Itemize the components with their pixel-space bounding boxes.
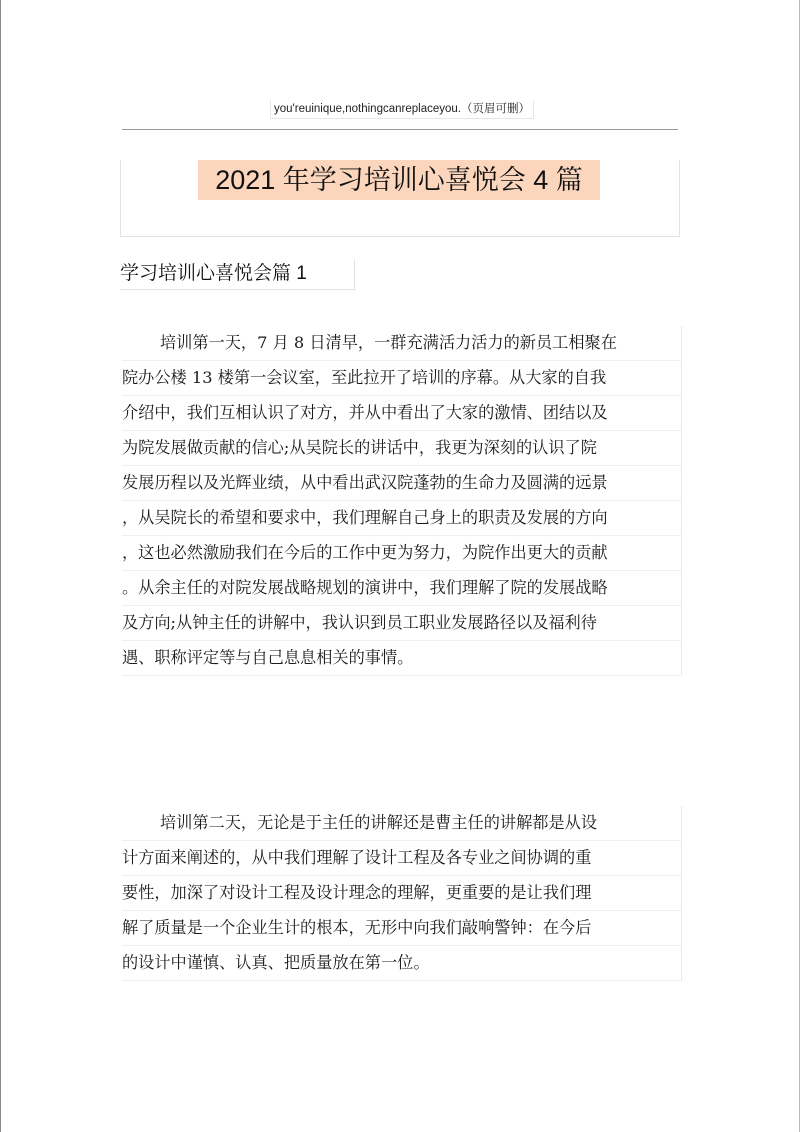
paragraph-line: 解了质量是一个企业生计的根本，无形中向我们敲响警钟：在今后 (122, 911, 682, 946)
section-heading: 学习培训心喜悦会篇 1 (120, 259, 355, 290)
paragraph-line: 培训第一天，7 月 8 日清早，一群充满活力活力的新员工相聚在 (122, 326, 682, 361)
paragraph-2 (122, 806, 682, 981)
header-rule (122, 129, 678, 130)
paragraph-line: 的设计中谨慎、认真、把质量放在第一位。 (122, 946, 682, 981)
paragraph-line: 培训第二天，无论是于主任的讲解还是曹主任的讲解都是从设 (122, 806, 682, 841)
paragraph-line: 计方面来阐述的，从中我们理解了设计工程及各专业之间协调的重 (122, 841, 682, 876)
paragraph-line: ，从吴院长的希望和要求中，我们理解自己身上的职责及发展的方向 (122, 501, 682, 536)
page-border-left (0, 0, 1, 1132)
paragraph-line: 要性，加深了对设计工程及设计理念的理解，更重要的是让我们理 (122, 876, 682, 911)
page-header: you'reuinique,nothingcanreplaceyou.（页眉可删） (270, 100, 534, 119)
paragraph-line: 及方向;从钟主任的讲解中，我认识到员工职业发展路径以及福利待 (122, 606, 682, 641)
paragraph-line: 为院发展做贡献的信心;从吴院长的讲话中，我更为深刻的认识了院 (122, 431, 682, 466)
document-title: 2021 年学习培训心喜悦会 4 篇 (198, 160, 600, 200)
paragraph-line: 发展历程以及光辉业绩，从中看出武汉院蓬勃的生命力及圆满的远景 (122, 466, 682, 501)
paragraph-1 (122, 326, 682, 676)
paragraph-line: 。从余主任的对院发展战略规划的演讲中，我们理解了院的发展战略 (122, 571, 682, 606)
paragraph-line: 院办公楼 13 楼第一会议室，至此拉开了培训的序幕。从大家的自我 (122, 361, 682, 396)
paragraph-line: 遇、职称评定等与自己息息相关的事情。 (122, 641, 682, 676)
paragraph-line: ，这也必然激励我们在今后的工作中更为努力，为院作出更大的贡献 (122, 536, 682, 571)
paragraph-line: 介绍中，我们互相认识了对方，并从中看出了大家的激情、团结以及 (122, 396, 682, 431)
